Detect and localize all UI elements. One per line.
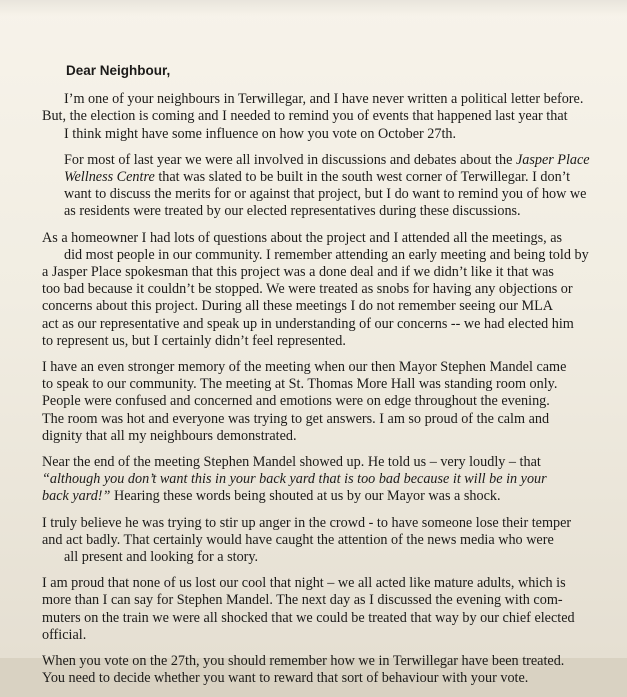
text-line: dignity that all my neighbours demonstrated. (42, 427, 297, 444)
text-line: As a homeowner I had lots of questions about the project and I attended all the meetings, as (42, 229, 563, 246)
text-line: When you vote on the 27th, you should remember how we in Terwillegar have been treated. (42, 653, 565, 670)
text-line: I am proud that none of us lost our cool that night – we all acted like mature adults, which is (42, 575, 566, 592)
text-line: more than I can say for Stephen Mandel. The next day as I discussed the evening with com- (42, 592, 563, 609)
text-line: concerns about this project. During all these meetings I do not remember seeing our MLA (42, 298, 554, 315)
text-line: “although you don’t want this in your back yard that is too bad because it will be in your (42, 471, 547, 488)
paragraph-6 (42, 515, 602, 567)
text-line: But, the election is coming and I needed to remind you of events that happened last year that (42, 108, 568, 125)
text-line: did most people in our community. I remember attending an early meeting and being told by (64, 246, 589, 263)
text-line: official. (42, 626, 87, 643)
paragraph-8 (42, 653, 602, 687)
text-line: I think might have some influence on how you vote on October 27th. (64, 125, 457, 142)
text-line: all present and looking for a story. (64, 549, 259, 566)
text-line: People were confused and concerned and emotions were on edge throughout the evening. (42, 393, 550, 410)
text-line: The room was hot and everyone was trying to get answers. I am so proud of the calm and (42, 410, 550, 427)
paper-fold-shadow (0, 0, 627, 16)
salutation: Dear Neighbour, (66, 63, 171, 78)
text-line: I have an even stronger memory of the meeting when our then Mayor Stephen Mandel came (42, 359, 567, 376)
text-line: You need to decide whether you want to reward that sort of behaviour with your vote. (42, 670, 529, 687)
text-line: I truly believe he was trying to stir up anger in the crowd - to have someone lose their temper (42, 514, 572, 531)
text-line: to speak to our community. The meeting at St. Thomas More Hall was standing room only. (42, 376, 558, 393)
text-line: muters on the train we were all shocked that we could be treated that way by our chief elected (42, 609, 575, 626)
text-line: and act badly. That certainly would have caught the attention of the news media who were (42, 531, 554, 548)
paragraph-1 (42, 91, 602, 143)
text-line: act as our representative and speak up in understanding of our concerns -- we had elected him (42, 315, 574, 332)
paragraph-5 (42, 454, 602, 506)
paragraph-3 (42, 230, 602, 350)
text-line: For most of last year we were all involved in discussions and debates about the Jasper Place (64, 151, 590, 168)
text-line: I’m one of your neighbours in Terwillegar, and I have never written a political letter before. (64, 91, 584, 108)
text-line: Near the end of the meeting Stephen Mandel showed up. He told us – very loudly – that (42, 454, 541, 471)
paragraph-7 (42, 575, 602, 644)
text-line: Wellness Centre that was slated to be built in the south west corner of Terwillegar. I don’t (64, 169, 571, 186)
text-line: as residents were treated by our elected representatives during these discussions. (64, 203, 521, 220)
text-line: to represent us, but I certainly didn’t feel represented. (42, 332, 346, 349)
text-line: a Jasper Place spokesman that this project was a done deal and if we didn’t like it that was (42, 264, 554, 281)
letter-body (42, 62, 602, 697)
text-line: back yard!” Hearing these words being shouted at us by our Mayor was a shock. (42, 488, 501, 505)
text-line: want to discuss the merits for or against that project, but I do want to remind you of how we (64, 186, 587, 203)
paragraph-2 (42, 152, 602, 221)
text-line: too bad because it couldn’t be stopped. We were treated as snobs for having any objections or (42, 281, 573, 298)
paragraph-4 (42, 359, 602, 445)
